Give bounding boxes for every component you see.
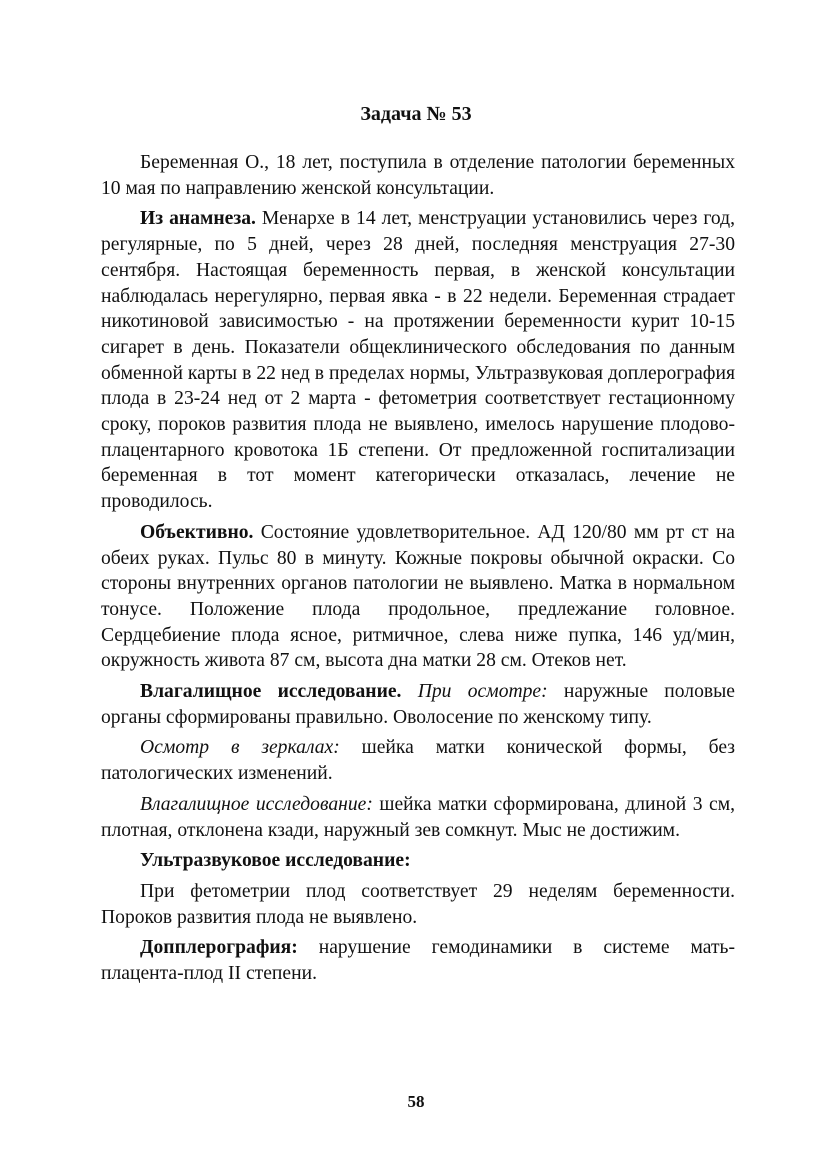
doppler-text: нарушение гемодинамики в системе мать-плацента-плод II степени. <box>101 937 735 985</box>
vaginal-label: Влагалищное исследование. <box>140 681 402 703</box>
ultrasound-paragraph: При фетометрии плод соответствует 29 неделям беременности. Пороков развития плода не выявлено. <box>101 880 735 928</box>
page-number: 58 <box>407 1092 425 1111</box>
doppler-paragraph <box>101 935 735 986</box>
anamnesis-label: Из анамнеза. <box>140 208 256 230</box>
doppler-label: Допплерография: <box>140 937 298 959</box>
mirror-text: шейка матки конической формы, без патологических изменений. <box>101 737 736 785</box>
document-body <box>101 150 735 987</box>
vaginal-paragraph <box>101 679 735 730</box>
vaginal-exam-label: Влагалищное исследование: <box>140 793 373 815</box>
objective-label: Объективно. <box>140 521 254 543</box>
vaginal-sublabel: При осмотре: <box>401 681 548 703</box>
anamnesis-text: Менархе в 14 лет, менструации установились через год, регулярные, по 5 дней, через 28 дней, последняя менструация 27-30 сентября. Настоящая беременность первая, в женской консультации наблюдалась нерегулярно, первая явка - в 22 недели. Беременная страдает никотиновой зависимостью - на протяжении беременности курит 10-15 сигарет в день. Показатели общеклинического обследования по данным обменной карты в 22 нед в пределах нормы, Ультразвуковая доплерография плода в 23-24 нед от 2 марта - фетометрия соответствует гестационному сроку, пороков развития плода не выявлено, имелось нарушение плодово-плацентарного кровотока 1Б степени. От предложенной госпитализации беременная в тот момент категорически отказалась, лечение не проводилось. <box>101 208 735 513</box>
vaginal-exam-text: шейка матки сформирована, длиной 3 см, плотная, отклонена кзади, наружный зев сомкнут. Мыс не достижим. <box>101 793 735 841</box>
vaginal-text: наружные половые органы сформированы правильно. Оволосение по женскому типу. <box>101 681 735 728</box>
mirror-label: Осмотр в зеркалах: <box>140 737 340 759</box>
ultrasound-heading: Ультразвуковое исследование: <box>140 850 411 872</box>
mirror-paragraph <box>101 735 735 786</box>
anamnesis-paragraph <box>101 206 735 514</box>
objective-paragraph <box>101 520 735 674</box>
intro-paragraph: Беременная О., 18 лет, поступила в отделение патологии беременных 10 мая по направлению женской консультации. <box>101 152 735 199</box>
page-title: Задача № 53 <box>360 103 472 125</box>
objective-text: Состояние удовлетворительное. АД 120/80 мм рт ст на обеих руках. Пульс 80 в минуту. Кожные покровы обычной окраски. Со стороны внутренних органов патологии не выявлено. Матка в нормальном тонусе. Положение плода продольное, предлежание головное. Сердцебиение плода ясное, ритмичное, слева ниже пупка, 146 уд/мин, окружность живота 87 см, высота дна матки 28 см. Отеков нет. <box>101 521 735 672</box>
vaginal-exam-paragraph <box>101 792 735 843</box>
